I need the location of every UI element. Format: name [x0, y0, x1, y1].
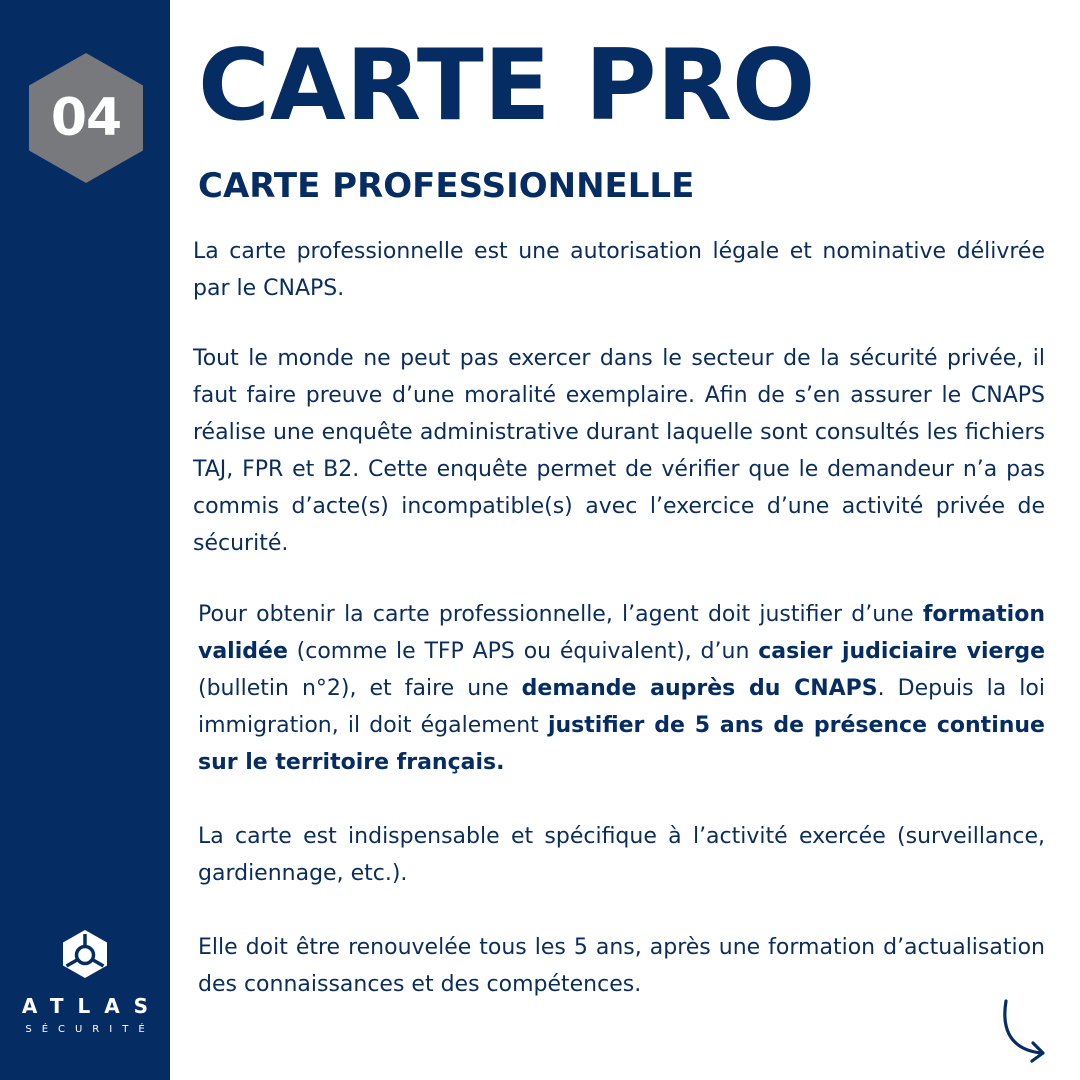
paragraph-definition: La carte professionnelle est une autorisation légale et nominative délivrée par le CNAPS. [193, 239, 1045, 301]
text-segment: (comme le TFP APS ou équivalent), d’un [287, 639, 759, 664]
paragraph-specificite: La carte est indispensable et spécifique à l’activité exercée (surveillance, gardiennage, etc.). [198, 824, 1045, 886]
highlight-demande: demande auprès du CNAPS [521, 676, 878, 701]
atlas-logo-icon [60, 928, 110, 980]
curved-arrow-icon[interactable] [995, 995, 1057, 1067]
highlight-casier: casier judiciaire vierge [758, 639, 1045, 664]
logo-name: ATLAS [21, 994, 163, 1018]
paragraph-conditions [198, 596, 1045, 781]
paragraph-renouvellement: Elle doit être renouvelée tous les 5 ans, après une formation d’actualisation des connaissances et des compétences. [198, 935, 1045, 997]
sidebar [0, 0, 170, 1080]
page-title: CARTE PRO [198, 29, 816, 143]
badge-number: 04 [50, 88, 122, 148]
highlight-formation: formation validée [198, 602, 1045, 664]
logo-subtitle: SÉCURITÉ [25, 1024, 155, 1035]
atlas-logo [0, 928, 170, 1036]
hexagon-badge [29, 53, 143, 183]
text-segment: Pour obtenir la carte professionnelle, l’agent doit justifier d’une [198, 602, 923, 627]
page-subtitle: CARTE PROFESSIONNELLE [198, 166, 695, 206]
text-segment: . Depuis la loi immigration, il doit également [198, 676, 1045, 738]
highlight-presence: justifier de 5 ans de présence continue sur le territoire français. [198, 713, 1045, 775]
paragraph-enquete: Tout le monde ne peut pas exercer dans le secteur de la sécurité privée, il faut faire preuve d’une moralité exemplaire. Afin de s’en assurer le CNAPS réalise une enquête administrative durant laquelle sont consultés les fichiers TAJ, FPR et B2. Cette enquête permet de vérifier que le demandeur n’a pas commis d’acte(s) incompatible(s) avec l’exercice d’une activité privée de sécurité. [193, 346, 1045, 556]
text-segment: (bulletin n°2), et faire une [198, 676, 522, 701]
